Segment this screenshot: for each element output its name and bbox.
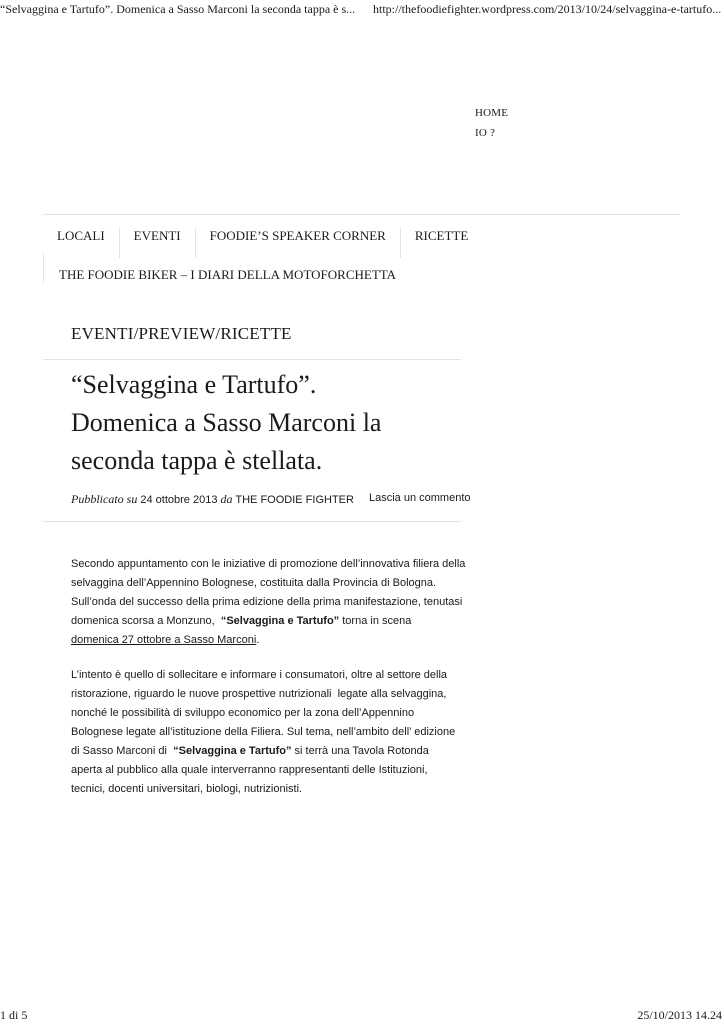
- top-nav-home[interactable]: HOME: [475, 107, 509, 119]
- text-line: selvaggina dell’Appennino Bolognese, costituita dalla Provincia di Bologna.: [71, 577, 437, 589]
- text-line: Bolognese legate all’istituzione della Filiera. Sul tema, nell’ambito dell’ edizione: [71, 726, 456, 738]
- paragraph: [71, 555, 471, 650]
- text-line: [71, 631, 471, 650]
- print-header-title: “Selvaggina e Tartufo”. Domenica a Sasso Marconi la seconda tappa è s...: [0, 2, 356, 16]
- menu-item-locali[interactable]: LOCALI: [57, 228, 105, 243]
- menu-item-eventi[interactable]: EVENTI: [119, 228, 195, 258]
- top-nav-io[interactable]: IO ?: [475, 127, 496, 139]
- category-divider: [43, 359, 461, 360]
- post-categories[interactable]: EVENTI/PREVIEW/RICETTE: [71, 324, 292, 343]
- post-title: [71, 366, 451, 480]
- event-name: “Selvaggina e Tartufo”: [220, 615, 340, 627]
- post-title-line: Domenica a Sasso Marconi la: [71, 408, 382, 437]
- text-line: ristorazione, riguardo le nuove prospettive nutrizionali legate alla selvaggina,: [71, 688, 447, 700]
- event-name: “Selvaggina e Tartufo”: [173, 745, 292, 757]
- text-line: [71, 612, 471, 631]
- text-line: tecnici, docenti universitari, biologi, nutrizionisti.: [71, 783, 303, 795]
- post-title-line: seconda tappa è stellata.: [71, 446, 323, 475]
- text-fragment: domenica scorsa a Monzuno,: [71, 615, 221, 627]
- text-fragment: si terrà una Tavola Rotonda: [291, 745, 429, 757]
- text-line: aperta al pubblico alla quale interverranno rappresentanti delle Istituzioni,: [71, 764, 428, 776]
- menu-divider: [43, 214, 680, 215]
- text-fragment: di Sasso Marconi di: [71, 745, 174, 757]
- published-label: Pubblicato su: [71, 492, 138, 506]
- event-date-link[interactable]: domenica 27 ottobre a Sasso Marconi: [71, 634, 257, 646]
- top-nav: [475, 103, 508, 143]
- print-header-url: http://thefoodiefighter.wordpress.com/2013/10/24/selvaggina-e-tartufo...: [373, 2, 722, 16]
- post-date[interactable]: 24 ottobre 2013: [140, 494, 218, 506]
- text-line: nonché le possibilità di sviluppo economico per la zona dell’Appennino: [71, 707, 415, 719]
- paragraph: [71, 666, 471, 799]
- meta-divider: [43, 521, 461, 522]
- by-label: da: [220, 492, 233, 506]
- post-body: [71, 555, 471, 813]
- print-footer-page: 1 di 5: [0, 1008, 28, 1022]
- print-footer-datetime: 25/10/2013 14.24: [637, 1008, 722, 1022]
- post-author[interactable]: THE FOODIE FIGHTER: [235, 494, 354, 506]
- text-fragment: .: [256, 634, 260, 646]
- text-fragment: torna in scena: [339, 615, 412, 627]
- text-line: Sull’onda del successo della prima edizione della prima manifestazione, tenutasi: [71, 596, 463, 608]
- text-line: [71, 742, 471, 761]
- text-line: Secondo appuntamento con le iniziative di promozione dell’innovativa filiera della: [71, 558, 466, 570]
- post-meta: [71, 492, 354, 507]
- leave-comment-link[interactable]: Lascia un commento: [369, 492, 471, 504]
- post-title-line: “Selvaggina e Tartufo”.: [71, 370, 317, 399]
- menu-item-speaker-corner[interactable]: FOODIE’S SPEAKER CORNER: [195, 228, 400, 258]
- menu-item-foodie-biker[interactable]: THE FOODIE BIKER – I DIARI DELLA MOTOFORCHETTA: [43, 253, 396, 283]
- text-line: L’intento è quello di sollecitare e informare i consumatori, oltre al settore della: [71, 669, 448, 681]
- menu-item-ricette[interactable]: RICETTE: [400, 228, 482, 258]
